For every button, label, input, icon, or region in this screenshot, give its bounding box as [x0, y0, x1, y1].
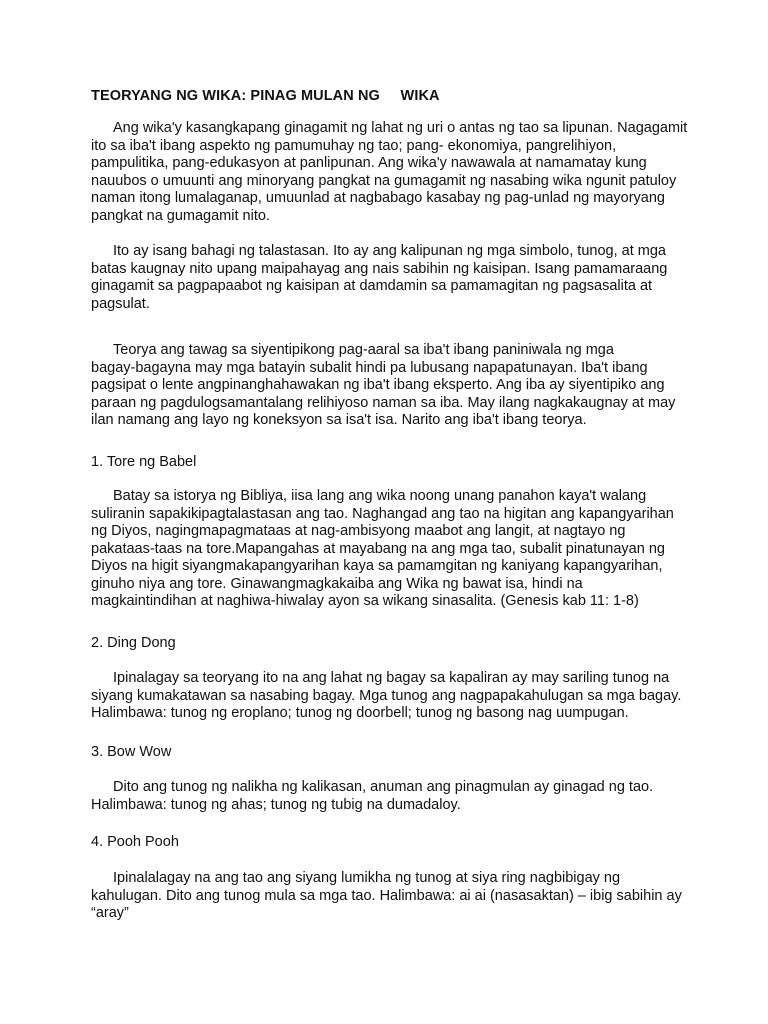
paragraph-line: pagsulat. — [91, 295, 150, 312]
paragraph-line: pagsipat o lente angpinanghahawakan ng iba't ibang eksperto. Ang iba ay siyentipiko ang — [91, 377, 665, 393]
section-heading-tore-ng-babel: 1. Tore ng Babel — [91, 454, 197, 470]
paragraph-line: magkaintindihan at naghiwa-hiwalay ayon sa wikang sinasalita. (Genesis kab 11: 1-8) — [91, 593, 639, 609]
paragraph-ding-dong — [91, 670, 681, 723]
paragraph-line: Halimbawa: tunog ng ahas; tunog ng tubig na dumadaloy. — [91, 796, 461, 813]
paragraph-line: ito sa iba't ibang aspekto ng pamumuhay ng tao; pang- ekonomiya, pangrelihiyon, — [91, 137, 617, 154]
paragraph-bow-wow — [91, 779, 653, 814]
paragraph-line: batas kaugnay nito upang maipahayag ang nais sabihin ng kaisipan. Isang pamamaraang — [91, 260, 668, 277]
paragraph-line: Diyos na higit siyangmakapangyarihan kaya sa pamamgitan ng kaniyang kapangyarihan, — [91, 558, 663, 574]
paragraph-line: ginagamit sa pagpapaabot ng kaisipan at damdamin sa pamamagitan ng pagsasalita at — [91, 278, 653, 294]
paragraph-line: paraan ng pagdulogsamantalang relihiyoso naman sa iba. May ilang nagkakaugnay at may — [91, 394, 676, 411]
section-heading-pooh-pooh: 4. Pooh Pooh — [91, 834, 179, 850]
paragraph-wika-definition — [91, 120, 687, 225]
paragraph-line: Ipinalalagay na ang tao ang siyang lumikha ng tunog at siya ring nagbibigay ng — [113, 870, 621, 886]
paragraph-line: ng Diyos, nagingmapagmataas at nag-ambisyong maabot ang langit, at nagtayo ng — [91, 523, 626, 539]
paragraph-line: pakataas-taas na tore.Mapangahas at mayabang na ang mga tao, subalit pinatunayan ng — [91, 540, 665, 557]
paragraph-pooh-pooh — [91, 870, 682, 923]
paragraph-line: Dito ang tunog ng nalikha ng kalikasan, anuman ang pinagmulan ay ginagad ng tao. — [113, 779, 654, 795]
paragraph-talastasan — [91, 243, 667, 313]
paragraph-line: Ipinalagay sa teoryang ito na ang lahat ng bagay sa kapaliran ay may sariling tunog na — [113, 670, 670, 686]
paragraph-line: ilan namang ang layo ng koneksyon sa isa't isa. Narito ang iba't ibang teorya. — [91, 412, 587, 428]
paragraph-line: naman itong lumalaganap, umuunlad at nagbabago kasabay ng pag-unlad ng mayoryang — [91, 190, 665, 206]
document-title: TEORYANG NG WIKA: PINAG MULAN NG WIKA — [91, 88, 440, 104]
paragraph-line: Ito ay isang bahagi ng talastasan. Ito ay ang kalipunan ng mga simbolo, tunog, at mga — [113, 243, 666, 259]
paragraph-line: pangkat na gumagamit nito. — [91, 207, 270, 224]
paragraph-line: bagay-bagayna may mga batayin subalit hindi pa lubusang napapatunayan. Iba't ibang — [91, 359, 648, 376]
paragraph-line: kahulugan. Dito ang tunog mula sa mga tao. Halimbawa: ai ai (nasasaktan) – ibig sabihin ay — [91, 887, 682, 904]
paragraph-line: suliranin sapakikipagtalastasan ang tao. Naghangad ang tao na higitan ang kapangyarihan — [91, 505, 674, 522]
paragraph-line: Ang wika'y kasangkapang ginagamit ng lahat ng uri o antas ng tao sa lipunan. Nagagamit — [113, 120, 688, 136]
paragraph-line: nauubos o umuunti ang minoryang pangkat na gumagamit ng nasabing wika ngunit patuloy — [91, 172, 677, 189]
section-heading-bow-wow: 3. Bow Wow — [91, 744, 172, 760]
paragraph-line: pampulitika, pang-edukasyon at panlipunan. Ang wika'y nawawala at namamatay kung — [91, 155, 647, 171]
paragraph-line: “aray” — [91, 905, 129, 921]
paragraph-line: Teorya ang tawag sa siyentipikong pag-aaral sa iba't ibang paniniwala ng mga — [113, 342, 614, 358]
paragraph-line: ginuho niya ang tore. Ginawangmagkakaiba ang Wika ng bawat isa, hindi na — [91, 575, 583, 592]
paragraph-tore-ng-babel — [91, 488, 674, 611]
section-heading-ding-dong: 2. Ding Dong — [91, 635, 176, 651]
paragraph-line: Batay sa istorya ng Bibliya, iisa lang ang wika noong unang panahon kaya't walang — [113, 488, 647, 504]
paragraph-teorya — [91, 342, 675, 430]
paragraph-line: siyang kumakatawan sa nasabing bagay. Mga tunog ang nagpapakahulugan sa mga bagay. — [91, 687, 682, 704]
paragraph-line: Halimbawa: tunog ng eroplano; tunog ng doorbell; tunog ng basong nag uumpugan. — [91, 705, 629, 721]
